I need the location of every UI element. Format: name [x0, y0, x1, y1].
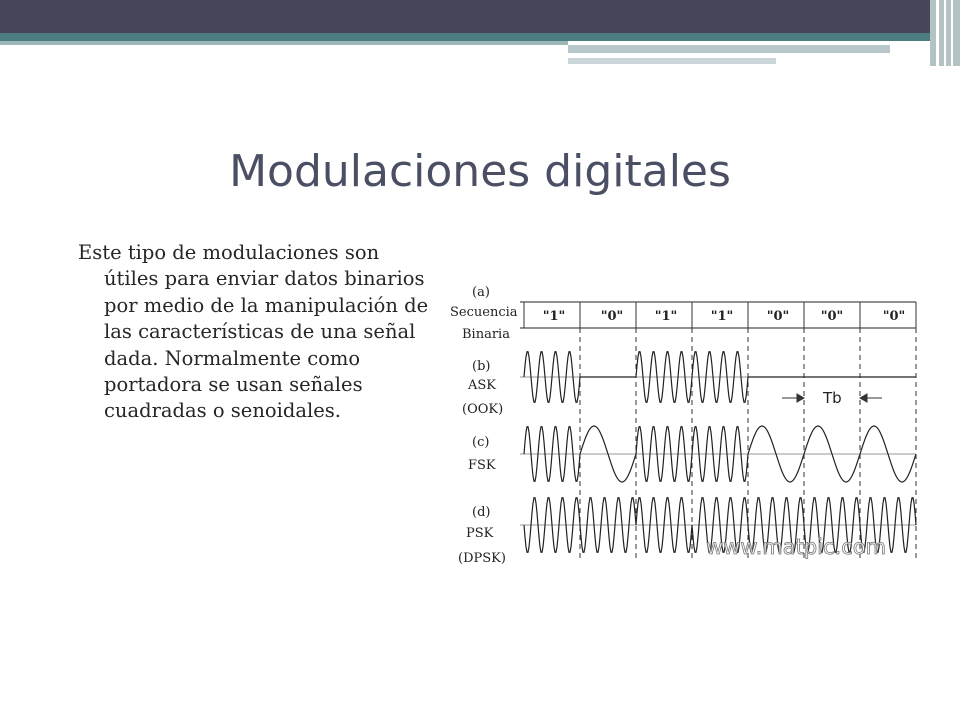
header-right-stripe-line	[936, 0, 939, 66]
label-b-line2: (OOK)	[462, 402, 504, 417]
label-b-tag: (b)	[472, 359, 491, 374]
label-a-line1: Secuencia	[450, 305, 518, 320]
label-a-tag: (a)	[472, 285, 490, 300]
header-teal-bar	[0, 33, 930, 41]
header-dark-bar	[0, 0, 930, 33]
slide-title: Modulaciones digitales	[229, 146, 731, 197]
bit-label: "0"	[766, 309, 790, 324]
label-c-tag: (c)	[472, 435, 490, 450]
header-right-stripe-line	[944, 0, 946, 66]
bit-label: "0"	[820, 309, 844, 324]
header-grey-bar	[0, 41, 568, 45]
label-b-line1: ASK	[468, 378, 497, 393]
header-right-stripe-line	[951, 0, 953, 66]
header-band	[0, 0, 960, 66]
bit-label: "1"	[654, 309, 678, 324]
bit-label: "1"	[710, 309, 734, 324]
ask-waveform	[524, 352, 916, 403]
header-accent-line	[568, 58, 776, 64]
bit-label: "1"	[542, 309, 566, 324]
label-c-line1: FSK	[468, 458, 496, 473]
label-d-line2: (DPSK)	[458, 551, 506, 566]
label-a-line2: Binaria	[462, 327, 510, 342]
bit-label: "0"	[600, 309, 624, 324]
slide-body-text: Este tipo de modulaciones son útiles para enviar datos binarios por medio de la manipulación de las características de una señal dada. Normalmente como portadora se usan señales cuadradas o senoidales.	[78, 241, 429, 423]
tb-arrow-right-head	[860, 394, 867, 402]
bit-label: "0"	[882, 309, 906, 324]
tb-label: Tb	[823, 389, 842, 407]
label-d-tag: (d)	[472, 505, 491, 520]
header-accent-bar	[568, 45, 890, 53]
watermark-text: www.matpic.com	[706, 535, 887, 559]
tb-arrow-left-head	[797, 394, 804, 402]
label-d-line1: PSK	[466, 526, 494, 541]
digital-modulation-figure	[442, 272, 920, 572]
